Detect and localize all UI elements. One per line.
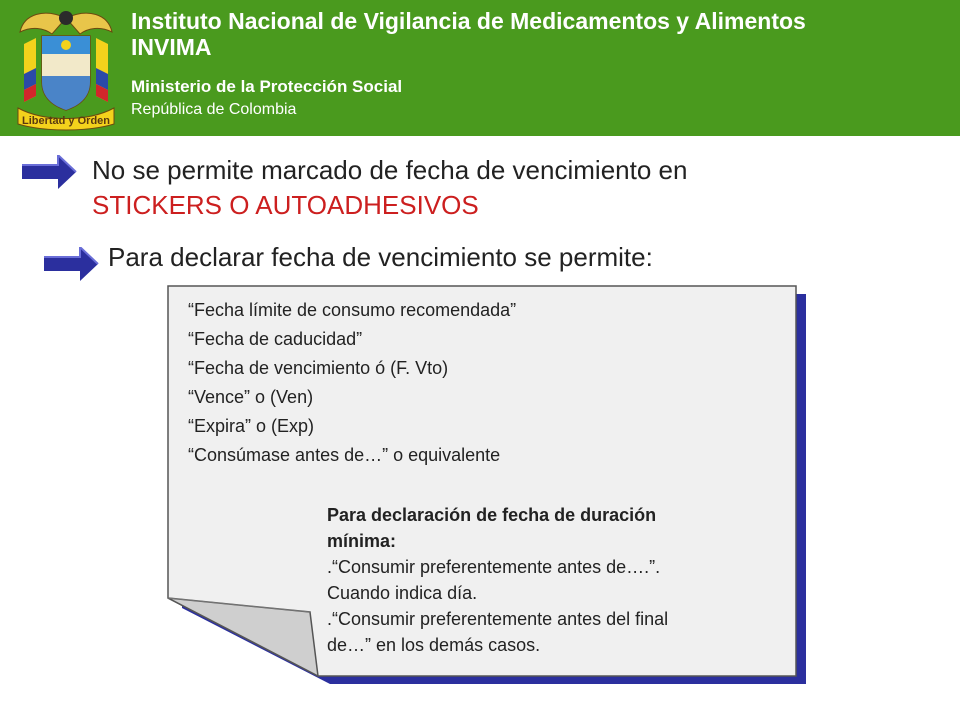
allowed-declarations-heading: Para declarar fecha de vencimiento se permite: bbox=[108, 242, 653, 272]
list-item: “Vence” o (Ven) bbox=[188, 387, 314, 407]
stickers-highlight: STICKERS O AUTOADHESIVOS bbox=[92, 190, 479, 220]
minima-line: .“Consumir preferentemente antes de….”. bbox=[327, 557, 661, 577]
list-item: “Fecha de caducidad” bbox=[188, 329, 363, 349]
colombia-coat-of-arms-logo bbox=[14, 4, 118, 132]
list-item: “Fecha límite de consumo recomendada” bbox=[188, 300, 517, 320]
minima-line: de…” en los demás casos. bbox=[327, 635, 541, 655]
right-arrow-icon bbox=[22, 155, 78, 189]
minimum-duration-section bbox=[327, 502, 789, 658]
list-item: “Fecha de vencimiento ó (F. Vto) bbox=[188, 358, 449, 378]
allowed-terms-list bbox=[188, 296, 516, 470]
minima-line: Cuando indica día. bbox=[327, 583, 478, 603]
right-arrow-icon bbox=[44, 247, 100, 281]
ministry-label: Ministerio de la Protección Social bbox=[131, 77, 403, 96]
minima-heading: mínima: bbox=[327, 531, 397, 551]
minima-line: .“Consumir preferentemente antes del final bbox=[327, 609, 669, 629]
minima-heading: Para declaración de fecha de duración bbox=[327, 505, 657, 525]
list-item: “Expira” o (Exp) bbox=[188, 416, 315, 436]
institute-title: Instituto Nacional de Vigilancia de Medicamentos y Alimentos INVIMA bbox=[131, 8, 806, 60]
no-stickers-statement: No se permite marcado de fecha de vencimiento en bbox=[92, 155, 688, 185]
list-item: “Consúmase antes de…” o equivalente bbox=[188, 445, 501, 465]
country-label: República de Colombia bbox=[131, 101, 297, 118]
svg-text:Libertad y Orden: Libertad y Orden bbox=[21, 115, 111, 127]
header-banner bbox=[0, 0, 960, 136]
